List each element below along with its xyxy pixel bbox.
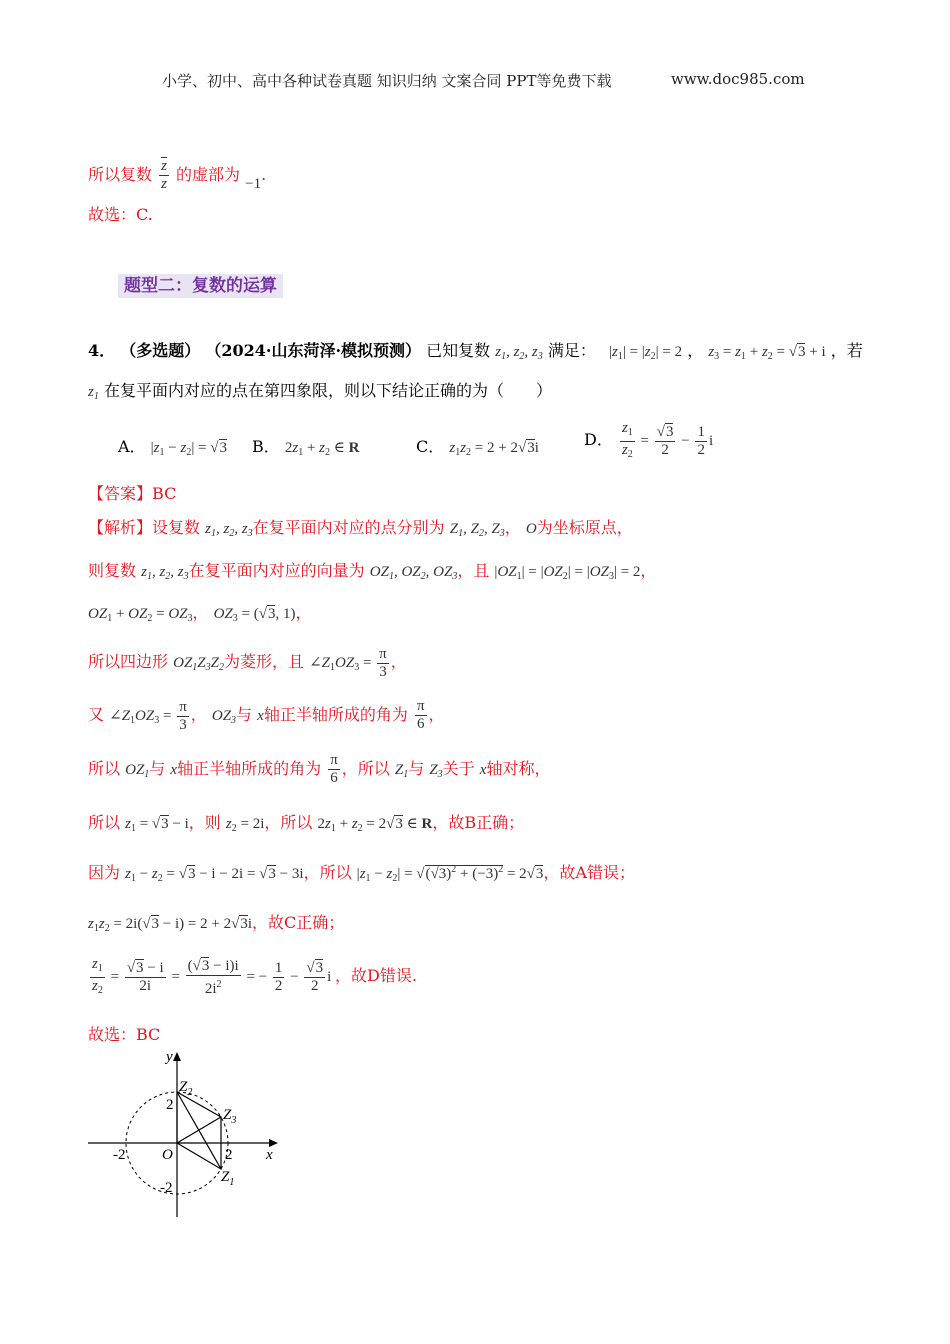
option-b [252,434,359,458]
tick-pos-x: 2 [225,1147,233,1163]
option-d-label: D． [584,429,613,449]
math-vector-sum: $OZ_1 + OZ_2 = OZ_3$ [88,606,193,624]
analysis-line-5: 又 $\angle Z_1OZ_3$ = $\frac{\pi}{3}$ ， $OZ_3$与 x轴正半轴所成的角为 $\frac{\pi}{6}$ ， [88,698,445,734]
question-text1: 已知复数 [426,341,491,360]
option-c-math: $z_1z_2 = 2 + 2√3i$ [449,440,539,458]
z1-label: $Z_1$ [221,1169,235,1188]
math-x-2: x [170,762,178,778]
question-line2: 在复平面内对应的点在第四象限，则以下结论正确的为（ ） [103,381,552,400]
analysis-l8c: ，故A错误； [543,863,635,882]
question-text3: ，若 [830,341,863,360]
tick-neg-y: -2 [160,1180,173,1196]
math-oz3-coord: $OZ_3 = (√3$, 1) [213,606,296,624]
analysis-line-3: $OZ_1 + OZ_2 = OZ_3$， $OZ_3 = (√3$, 1)， [88,603,312,624]
math-Z1: $Z_1$ [394,762,409,780]
math-z3-eq: $z_3 = z_1 + z_2 = √3 + i$ [708,344,826,362]
x-axis-label: x [266,1147,273,1163]
math-pi-over-6-a: $\frac{\pi}{6}$ [416,698,425,732]
conj-z-over-z: $\frac{\overline{z}}{z}$ [161,158,167,192]
option-d-math: $\frac{z_1}{z_2}$ = $\frac{√3}{2}$ − $\frac{1}{2}$ i [621,420,714,460]
page-header-title: 小学、初中、高中各种试卷真题 知识归纳 文案合同 PPT等免费下载 [162,72,612,90]
analysis-line-4: 所以四边形 $OZ_1Z_3Z_2$为菱形，且 $\angle Z_1OZ_3$ = $\frac{\pi}{3}$ ， [88,646,407,680]
analysis-label: 【解析】 [88,518,153,537]
analysis-l8a: 因为 [88,863,121,882]
question-source: （2024·山东菏泽·模拟预测） [205,341,422,360]
analysis-l6a: 所以 [88,759,121,778]
analysis-l7d: ，故B正确； [432,813,525,832]
math-z123: $z_1$, $z_2$, $z_3$ [205,521,253,539]
analysis-line-6 [88,752,550,787]
analysis-line-7 [88,810,524,834]
page-header-site: www.doc985.com [671,70,805,88]
analysis-line-9 [88,910,344,934]
math-angle-2: $\angle Z_1OZ_3$ = $\frac{\pi}{3}$ [109,699,187,734]
analysis-l4a: 所以四边形 [88,651,169,671]
conclusion-prefix: 所以复数 [88,165,153,184]
math-pi-over-6-b: $\frac{\pi}{6}$ [330,752,338,786]
analysis-l5c: 轴正半轴所成的角为 [263,705,408,724]
math-z1z2z3: $z_1$, $z_2$, $z_3$ [495,344,543,362]
math-oz3: $OZ_3$ [211,708,237,726]
analysis-l2b: 在复平面内对应的向量为 [188,561,365,580]
previous-choice: 故选：C. [88,205,153,224]
math-quad: $OZ_1Z_3Z_2$ [173,654,224,673]
z2-label: $Z_2$ [179,1079,193,1098]
option-b-math: $2z_1 + z_2$ ∈ R [284,440,360,458]
analysis-l9: ，故C正确； [252,913,345,932]
analysis-l1a: 设复数 [152,518,201,537]
final-choice: 故选：BC [88,1025,161,1044]
analysis-l10: ，故D错误. [334,965,417,985]
option-a-math: $|z_1 - z_2| = √3$ [150,440,228,458]
answer-label: 【答案】 [88,484,153,503]
question-text2: 满足： [547,341,596,360]
x-axis-arrow [269,1139,278,1147]
math-z1-minus-z2: $z_1 - z_2 = √3 - i - 2i = √3 - 3i$ [125,866,304,884]
math-z2-value: $z_2 = 2i$ [225,816,265,834]
math-z1: $z_1$ [88,384,99,402]
math-z1-value: $z_1 = √3 - i$ [125,816,189,834]
analysis-l7a: 所以 [88,813,121,832]
math-x-3: x [479,762,487,778]
analysis-l8b: ，所以 [303,863,352,882]
analysis-l5a: 又 [88,705,105,724]
option-b-label: B． [252,437,280,456]
y-axis-arrow [173,1052,181,1061]
analysis-l1c: ， [504,518,521,537]
analysis-l4b: 为菱形，且 [223,651,304,671]
analysis-l6e: 与 [408,759,425,778]
analysis-l6f: 关于 [442,759,475,778]
analysis-l1d: 为坐标原点， [536,518,633,537]
math-Z3: $Z_3$ [429,762,443,780]
analysis-line-1 [88,515,633,539]
analysis-l6b: 与 [149,759,166,778]
conclusion-middle: 的虚部为 [176,165,241,184]
section-title-text: 题型二：复数的运算 [118,274,283,298]
math-oz1: $OZ_1$ [125,762,150,780]
analysis-l2a: 则复数 [88,561,137,580]
analysis-line-10 [88,956,417,999]
question-4-line2 [88,378,552,402]
math-vectors: $OZ_1$, $OZ_2$, $OZ_3$ [369,564,458,582]
analysis-l7b: ，则 [188,813,221,832]
math-product: $z_1z_2 = 2i(√3 - i) = 2 + 2√3i$ [88,916,252,934]
answer-line [88,481,176,504]
previous-conclusion [88,158,266,193]
question-type: （多选题） [120,341,201,360]
conclusion-end: . [261,165,267,184]
tick-pos-y: 2 [166,1097,174,1113]
analysis-l6c: 轴正半轴所成的角为 [177,759,322,778]
diagonal-z2z1 [177,1092,221,1169]
math-x-1: x [257,708,264,724]
math-angle-1: $\angle Z_1OZ_3$ = $\frac{\pi}{3}$ [309,646,387,680]
analysis-l6d: ，所以 [341,759,390,778]
analysis-line-8 [88,860,635,884]
math-vector-norms: $|OZ_1| = |OZ_2| = |OZ_3| = 2$ [494,564,641,582]
option-a-label: A． [118,437,146,456]
analysis-l1b: 在复平面内对应的点分别为 [252,518,445,537]
math-Z123: $Z_1$, $Z_2$, $Z_3$ [449,521,505,539]
option-d [584,420,713,463]
option-c [416,434,539,458]
math-2z1-z2: $2z_1 + z_2 = 2√3$ ∈ R [317,816,433,834]
option-a [118,434,227,458]
imag-part-value: −1 [245,176,262,192]
analysis-l6g: 轴对称， [486,759,551,778]
y-axis-label: y [166,1049,173,1065]
math-abs-eq: $|z_1| = |z_2| = 2$ [608,344,683,362]
math-quotient: $\frac{z_1}{z_2}$ = $\frac{√3 - i}{2i}$ = $\frac{(√3 - i)i}{2i^2}$ = − $\frac{1}{2}$ − $\frac{√3}{2}$ i [92,956,335,997]
math-z123-b: $z_1$, $z_2$, $z_3$ [141,564,189,582]
analysis-l5b: 与 [236,705,253,724]
option-c-label: C． [416,437,445,456]
question-number: 4． [88,341,116,360]
math-O: O [525,521,537,537]
math-modulus: $|z_1 - z_2| = √(√3)^2 + (-3)^2 = 2√3$ [356,864,544,884]
complex-plane-figure [80,1045,290,1230]
answer-value: BC [152,484,177,503]
analysis-l7c: ，所以 [264,813,313,832]
analysis-l2c: ，且 [457,561,490,580]
z3-label: $Z_3$ [223,1107,237,1126]
section-title [118,271,283,296]
tick-neg-x: -2 [113,1147,126,1163]
question-4-line1: 4． （多选题） （2024·山东菏泽·模拟预测） 已知复数 $z_1$, $z_2$, $z_3$ 满足： $|z_1| = |z_2| = 2$ ， $z_3 = z_1 + z_2 = √3 + i$ ，若 [88,341,863,362]
origin-label: O [162,1147,173,1163]
analysis-line-2: 则复数 $z_1$, $z_2$, $z_3$在复平面内对应的向量为 $OZ_1$, $OZ_2$, $OZ_3$，且 $|OZ_1| = |OZ_2| = |OZ_3| = 2$， [88,561,657,582]
